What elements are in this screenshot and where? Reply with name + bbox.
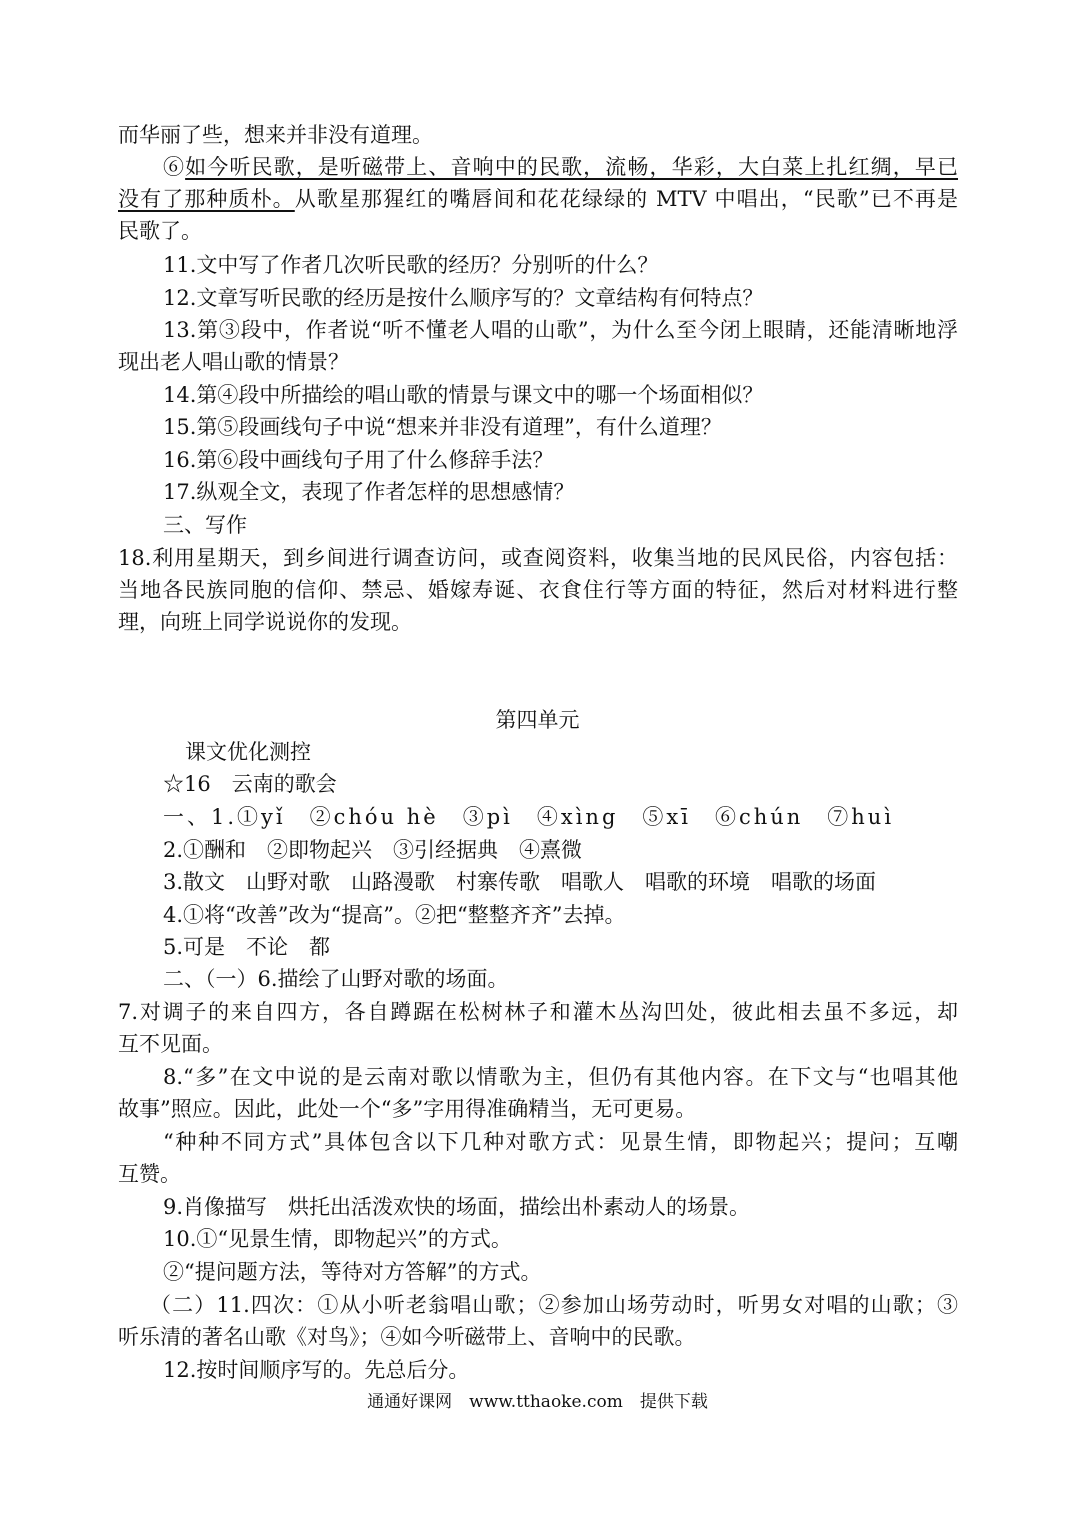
answer-8-line-1: 8.“多”在文中说的是云南对歌以情歌为主，但仍有其他内容。在下文与“也唱其他 xyxy=(163,1065,958,1089)
unit-title: 第四单元 xyxy=(495,708,580,732)
answer-5: 5.可是 不论 都 xyxy=(163,935,331,959)
answer-2: 2.①酬和 ②即物起兴 ③引经据典 ④熹微 xyxy=(163,838,583,862)
question-13-line-2: 现出老人唱山歌的情景？ xyxy=(118,350,349,374)
text-line: 民歌了。 xyxy=(118,219,202,243)
page-footer: 通通好课网 www.tthaoke.com 提供下载 xyxy=(367,1392,708,1412)
paragraph-6-line-1 xyxy=(163,152,958,182)
answer-3: 3.散文 山野对歌 山路漫歌 村寨传歌 唱歌人 唱歌的环境 唱歌的场面 xyxy=(163,870,877,894)
answer-7-line-1: 7.对调子的来自四方，各自蹲踞在松树林子和灌木丛沟凹处，彼此相去虽不多远，却 xyxy=(118,1000,958,1024)
answer-1: 一、1.①yǐ ②chóu hè ③pì ④xìng ⑤xī ⑥chún ⑦huì xyxy=(163,805,895,829)
answer-10-line-1: 10.①“见景生情，即物起兴”的方式。 xyxy=(163,1227,512,1251)
answer-6: 二、（一）6.描绘了山野对歌的场面。 xyxy=(163,967,509,991)
text-span: 从歌星那猩红的嘴唇间和花花绿绿的 MTV 中唱出，“民歌”已不再是 xyxy=(294,187,959,211)
paragraph-marker: ⑥ xyxy=(163,155,186,179)
underlined-sentence: 如今听民歌，是听磁带上、音响中的民歌，流畅，华彩，大白菜上扎红绸，早已 xyxy=(185,155,959,179)
answer-10-line-2: ②“提问题方法，等待对方答解”的方式。 xyxy=(163,1260,542,1284)
question-12: 12.文章写听民歌的经历是按什么顺序写的？文章结构有何特点？ xyxy=(163,286,764,310)
question-14: 14.第④段中所描绘的唱山歌的情景与课文中的哪一个场面相似？ xyxy=(163,383,764,407)
underlined-sentence: 没有了那种质朴。 xyxy=(118,187,295,211)
section-heading-writing: 三、写作 xyxy=(163,513,247,537)
question-18-line-2: 当地各民族同胞的信仰、禁忌、婚嫁寿诞、衣食住行等方面的特征，然后对材料进行整 xyxy=(118,578,958,602)
answer-11-line-2: 听乐清的著名山歌《对鸟》；④如今听磁带上、音响中的民歌。 xyxy=(118,1325,696,1349)
answer-9: 9.肖像描写 烘托出活泼欢快的场面，描绘出朴素动人的场景。 xyxy=(163,1195,751,1219)
text-line: 而华丽了些，想来并非没有道理。 xyxy=(118,123,433,147)
answer-8-line-4: 互赞。 xyxy=(118,1162,181,1186)
answer-11-line-1: （二）11.四次：①从小听老翁唱山歌；②参加山场劳动时，听男女对唱的山歌；③ xyxy=(150,1293,958,1317)
answer-8-line-3: “种种不同方式”具体包含以下几种对歌方式：见景生情，即物起兴；提问；互嘲 xyxy=(163,1130,958,1154)
question-17: 17.纵观全文，表现了作者怎样的思想感情？ xyxy=(163,480,575,504)
paragraph-6-line-2 xyxy=(118,184,958,214)
question-15: 15.第⑤段画线句子中说“想来并非没有道理”，有什么道理？ xyxy=(163,415,722,439)
answer-4: 4.①将“改善”改为“提高”。②把“整整齐齐”去掉。 xyxy=(163,903,626,927)
question-11: 11.文中写了作者几次听民歌的经历？分别听的什么？ xyxy=(163,253,659,277)
answer-7-line-2: 互不见面。 xyxy=(118,1032,223,1056)
question-16: 16.第⑥段中画线句子用了什么修辞手法？ xyxy=(163,448,554,472)
answer-12: 12.按时间顺序写的。先总后分。 xyxy=(163,1358,470,1382)
question-13-line-1: 13.第③段中，作者说“听不懂老人唱的山歌”，为什么至今闭上眼睛，还能清晰地浮 xyxy=(163,318,958,342)
answer-8-line-2: 故事”照应。因此，此处一个“多”字用得准确精当，无可更易。 xyxy=(118,1097,697,1121)
lesson-title: ☆16 云南的歌会 xyxy=(163,772,337,796)
question-18-line-3: 理，向班上同学说说你的发现。 xyxy=(118,610,412,634)
question-18-line-1: 18.利用星期天，到乡间进行调查访问，或查阅资料，收集当地的民风民俗，内容包括： xyxy=(118,546,958,570)
answers-heading: 课文优化测控 xyxy=(185,740,311,764)
